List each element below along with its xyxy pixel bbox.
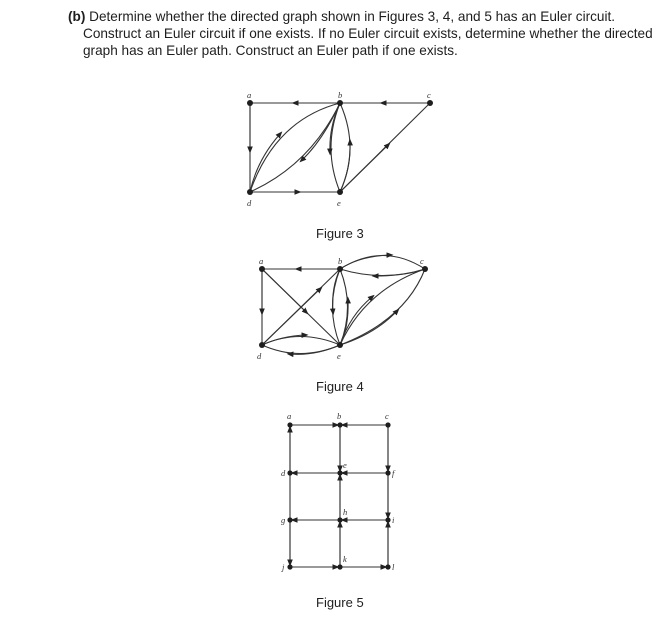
vertex-label-j: j <box>282 562 285 572</box>
vertex-k <box>337 564 342 569</box>
edge-e-b-right-arrow <box>340 300 348 345</box>
vertex-e <box>337 470 342 475</box>
vertex-e <box>337 342 343 348</box>
vertex-label-e: e <box>337 198 341 208</box>
vertex-label-a: a <box>287 411 292 421</box>
vertex-label-g: g <box>281 515 286 525</box>
vertex-a <box>259 266 265 272</box>
edge-e-b-right-arrow <box>340 142 350 192</box>
vertex-c <box>427 100 433 106</box>
vertex-label-f: f <box>392 468 395 478</box>
figure-4-caption: Figure 4 <box>316 379 364 394</box>
vertex-label-a: a <box>259 256 264 266</box>
vertex-label-b: b <box>337 411 342 421</box>
vertex-f <box>385 470 390 475</box>
vertex-label-e: e <box>337 351 341 361</box>
vertex-label-d: d <box>257 351 262 361</box>
figure-3-graph <box>247 90 433 208</box>
edge-a-e-arrow <box>262 269 306 312</box>
problem-label: (b) <box>68 9 86 24</box>
edge-b-c-upper-arrow <box>340 255 390 269</box>
vertex-e <box>337 189 343 195</box>
figure-4-graph <box>257 255 428 361</box>
figure-3-caption: Figure 3 <box>316 226 364 241</box>
vertex-label-b: b <box>338 90 343 100</box>
vertex-label-l: l <box>392 562 395 572</box>
vertex-label-b: b <box>338 256 343 266</box>
figure-5-graph <box>281 411 396 572</box>
vertex-label-e: e <box>343 460 347 470</box>
vertex-c <box>422 266 428 272</box>
vertex-h <box>337 517 342 522</box>
edge-d-b-upper-arrow <box>250 134 280 192</box>
vertex-label-c: c <box>427 90 431 100</box>
vertex-g <box>287 517 292 522</box>
vertex-d <box>247 189 253 195</box>
vertex-b <box>337 266 343 272</box>
edge-d-b-upper <box>250 103 340 192</box>
edge-e-c-arrow <box>340 145 388 192</box>
vertex-d <box>287 470 292 475</box>
figure-5-caption: Figure 5 <box>316 595 364 610</box>
problem-text-1: Determine whether the directed graph shown in Figures 3, 4, and 5 has an Euler circuit. <box>89 9 616 24</box>
vertex-label-c: c <box>420 256 424 266</box>
edge-e-c-inner <box>340 269 425 345</box>
problem-line-2: Construct an Euler circuit if one exists. If no Euler circuit exists, determine whether the directed <box>83 26 653 41</box>
vertex-label-c: c <box>385 411 389 421</box>
vertex-label-h: h <box>343 507 348 517</box>
vertex-label-a: a <box>247 90 252 100</box>
edge-e-c-outer <box>340 269 425 345</box>
vertex-label-d: d <box>281 468 286 478</box>
vertex-d <box>259 342 265 348</box>
vertex-label-i: i <box>392 515 395 525</box>
vertex-label-d: d <box>247 198 252 208</box>
vertex-a <box>247 100 253 106</box>
vertex-c <box>385 422 390 427</box>
vertex-i <box>385 517 390 522</box>
vertex-a <box>287 422 292 427</box>
problem-line-3: graph has an Euler path. Construct an Euler path if one exists. <box>83 43 458 58</box>
vertex-label-k: k <box>343 554 347 564</box>
vertex-b <box>337 422 342 427</box>
vertex-b <box>337 100 343 106</box>
vertex-j <box>287 564 292 569</box>
edge-b-d-lower <box>250 103 340 192</box>
vertex-l <box>385 564 390 569</box>
